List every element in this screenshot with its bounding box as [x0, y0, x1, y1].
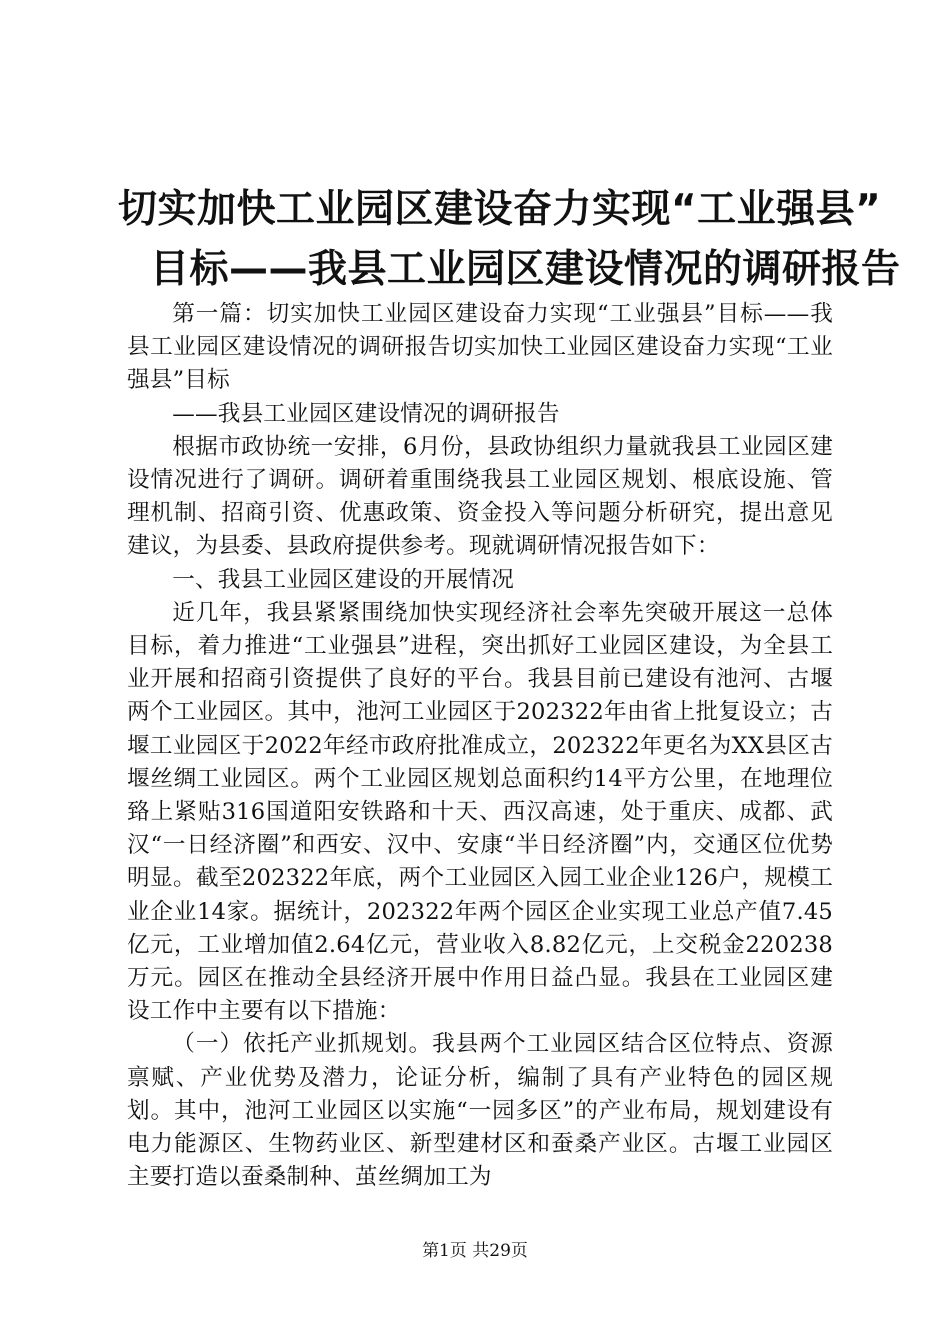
document-title-line-2: 目标——我县工业园区建设情况的调研报告: [150, 247, 901, 292]
paragraph-background: 根据市政协统一安排，6月份，县政协组织力量就我县工业园区建设情况进行了调研。调研着重围绕我县工业园区规划、根底设施、管理机制、招商引资、优惠政策、资金投入等问题分析研究，提出意见建议，为县委、县政府提供参考。现就调研情况报告如下：: [127, 433, 833, 560]
section-heading-1: 一、我县工业园区建设的开展情况: [172, 566, 515, 593]
document-title-line-1: 切实加快工业园区建设奋力实现“工业强县”: [118, 187, 882, 232]
paragraph-planning: （一）依托产业抓规划。我县两个工业园区结合区位特点、资源禀赋、产业优势及潜力，论证分析，编制了具有产业特色的园区规划。其中，池河工业园区以实施“一园多区”的产业布局，规划建设有电力能源区、生物药业区、新型建材区和蚕桑产业区。古堰工业园区主要打造以蚕桑制种、茧丝绸加工为: [127, 1031, 833, 1191]
paragraph-progress: 近几年，我县紧紧围绕加快实现经济社会率先突破开展这一总体目标，着力推进“工业强县”进程，突出抓好工业园区建设，为全县工业开展和招商引资提供了良好的平台。我县目前已建设有池河、古堰两个工业园区。其中，池河工业园区于202322年由省上批复设立；古堰工业园区于2022年经市政府批准成立，202322年更名为XX县区古堰丝绸工业园区。两个工业园区规划总面积约14平方公里，在地理位臵上紧贴316国道阳安铁路和十天、西汉高速，处于重庆、成都、武汉“一日经济圈”和西安、汉中、安康“半日经济圈”内，交通区位优势明显。截至202322年底，两个工业园区入园工业企业126户，规模工业企业14家。据统计，202322年两个园区企业实现工业总产值7.45亿元，工业增加值2.64亿元，营业收入8.82亿元，上交税金220238万元。园区在推动全县经济开展中作用日益凸显。我县在工业园区建设工作中主要有以下措施：: [127, 599, 833, 1025]
document-body: [127, 298, 833, 1194]
paragraph-subtitle: ——我县工业园区建设情况的调研报告: [172, 400, 560, 427]
page-footer: 第1页 共29页: [422, 1241, 528, 1261]
paragraph-intro: 第一篇：切实加快工业园区建设奋力实现“工业强县”目标——我县工业园区建设情况的调研报告切实加快工业园区建设奋力实现“工业强县”目标: [127, 301, 833, 394]
